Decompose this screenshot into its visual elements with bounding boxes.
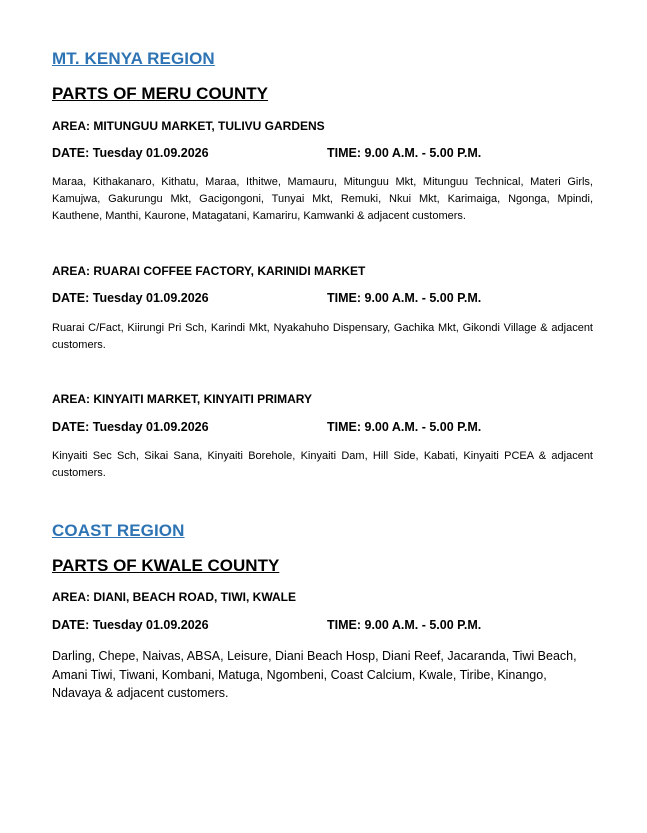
- date-time-line: [52, 618, 593, 632]
- area-title: AREA: MITUNGUU MARKET, TULIVU GARDENS: [52, 119, 325, 133]
- affected-areas-text: Ruarai C/Fact, Kiirungi Pri Sch, Karindi Mkt, Nyakahuho Dispensary, Gachika Mkt, Gikondi Village & adjacent customers.: [52, 322, 593, 351]
- county-heading: PARTS OF KWALE COUNTY: [52, 556, 280, 575]
- county-heading: PARTS OF MERU COUNTY: [52, 84, 268, 103]
- area-title: AREA: DIANI, BEACH ROAD, TIWI, KWALE: [52, 590, 296, 604]
- outage-date: DATE: Tuesday 01.09.2026: [52, 291, 209, 305]
- outage-time: TIME: 9.00 A.M. - 5.00 P.M.: [327, 146, 482, 160]
- outage-time: TIME: 9.00 A.M. - 5.00 P.M.: [327, 420, 482, 434]
- outage-time: TIME: 9.00 A.M. - 5.00 P.M.: [327, 291, 482, 305]
- area-title: AREA: RUARAI COFFEE FACTORY, KARINIDI MARKET: [52, 264, 366, 278]
- date-time-line: [52, 146, 593, 160]
- affected-areas-text: Darling, Chepe, Naivas, ABSA, Leisure, Diani Beach Hosp, Diani Reef, Jacaranda, Tiwi Beach, Amani Tiwi, Tiwani, Kombani, Matuga, Ngombeni, Coast Calcium, Kwale, Tiribe, Kinango, Ndavaya & adjacent customers.: [52, 649, 577, 700]
- affected-areas-text: Kinyaiti Sec Sch, Sikai Sana, Kinyaiti Borehole, Kinyaiti Dam, Hill Side, Kabati, Kinyaiti PCEA & adjacent customers.: [52, 450, 593, 479]
- date-time-line: [52, 291, 593, 305]
- region-heading: COAST REGION: [52, 521, 185, 540]
- outage-date: DATE: Tuesday 01.09.2026: [52, 146, 209, 160]
- outage-time: TIME: 9.00 A.M. - 5.00 P.M.: [327, 618, 482, 632]
- area-title: AREA: KINYAITI MARKET, KINYAITI PRIMARY: [52, 392, 313, 406]
- date-time-line: [52, 420, 593, 434]
- affected-areas-text: Maraa, Kithakanaro, Kithatu, Maraa, Ithitwe, Mamauru, Mitunguu Mkt, Mitunguu Technical, Materi Girls, Kamujwa, Gakurungu Mkt, Gacigongoni, Tunyai Mkt, Remuki, Nkui Mkt, Karimaiga, Ngonga, Mpindi, Kauthene, Manthi, Kaurone, Matagatani, Kamariru, Kamwanki & adjacent customers.: [52, 176, 593, 222]
- region-heading: MT. KENYA REGION: [52, 49, 215, 68]
- outage-date: DATE: Tuesday 01.09.2026: [52, 420, 209, 434]
- outage-date: DATE: Tuesday 01.09.2026: [52, 618, 209, 632]
